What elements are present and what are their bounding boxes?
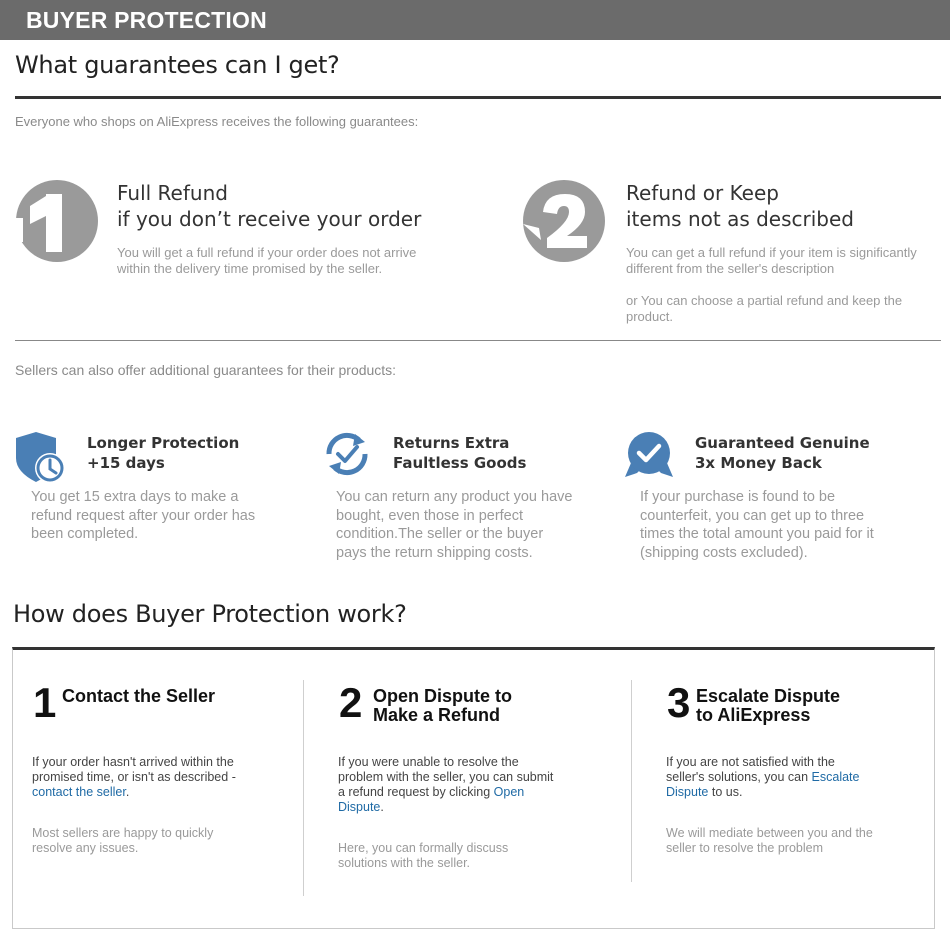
guarantees-heading: What guarantees can I get? [15,51,340,79]
step-number: 3 [667,679,691,726]
step-title: Open Dispute to Make a Refund [373,686,512,725]
step-description: If you were unable to resolve the problem with the seller, you can submit a refund request by clicking Open Dispute. [338,755,554,814]
step-note: Here, you can formally discuss solutions with the seller. [338,841,509,870]
step-number: 1 [33,679,57,726]
step-number: 2 [339,679,363,726]
header-title: BUYER PROTECTION [26,7,267,33]
step-description: If your order hasn't arrived within the promised time, or isn't as described - contact the seller. [32,755,236,799]
guarantees-intro: Everyone who shops on AliExpress receives the following guarantees: [15,114,419,129]
guarantee-title: Refund or Keep items not as described [626,181,854,231]
divider [631,680,632,882]
divider [303,680,304,896]
how-it-works-heading: How does Buyer Protection work? [13,600,407,628]
divider [15,340,941,341]
extra-guarantee-description: You can return any product you have bought, even those in perfect condition.The seller or the buyer pays the return shipping costs. [336,489,573,561]
step-note: We will mediate between you and the seller to resolve the problem [666,826,873,855]
step-title: Contact the Seller [62,686,216,706]
extra-guarantee-title: Longer Protection +15 days [87,434,240,472]
number-one-icon [16,180,98,262]
number-two-icon [523,180,605,262]
escalate-dispute-link[interactable]: Escalate Dispute [666,770,860,799]
extra-guarantee-title: Returns Extra Faultless Goods [393,434,527,472]
extra-guarantee-description: You get 15 extra days to make a refund request after your order has been completed. [31,489,256,542]
return-cycle-icon [319,432,375,476]
step-note: Most sellers are happy to quickly resolve any issues. [32,826,214,855]
extra-guarantee-description: If your purchase is found to be counterfeit, you can get up to three times the total amount you paid for it (shipping costs excluded). [640,489,874,561]
step-description: If you are not satisfied with the seller's solutions, you can Escalate Dispute to us. [666,755,860,799]
guarantee-description: You will get a full refund if your order does not arrive within the delivery time promised by the seller. [117,245,417,276]
genuine-badge-icon [623,431,675,481]
extra-guarantee-title: Guaranteed Genuine 3x Money Back [695,434,870,472]
divider [15,96,941,99]
guarantee-title: Full Refund if you don’t receive your order [117,181,422,231]
open-dispute-link[interactable]: Open Dispute [338,785,525,814]
additional-guarantees-intro: Sellers can also offer additional guarantees for their products: [15,362,397,378]
guarantee-description: You can get a full refund if your item is significantly different from the seller's description [626,245,917,276]
contact-seller-link[interactable]: contact the seller [32,785,126,799]
shield-clock-icon [14,432,68,484]
step-title: Escalate Dispute to AliExpress [696,686,841,725]
guarantee-description-secondary: or You can choose a partial refund and keep the product. [626,293,903,324]
